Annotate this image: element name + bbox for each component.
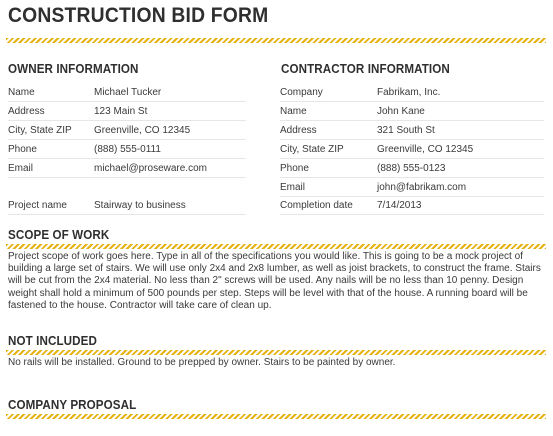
- owner-row-address: [8, 102, 246, 121]
- contractor-row-value[interactable]: Greenville, CO 12345: [377, 144, 474, 155]
- contractor-row-completion-date: [280, 196, 544, 215]
- contractor-row-label: Email: [280, 182, 306, 193]
- owner-row-phone: [8, 140, 246, 159]
- contractor-row-address: [280, 121, 544, 140]
- contractor-row-value[interactable]: Fabrikam, Inc.: [377, 87, 441, 98]
- owner-row-label: Phone: [8, 144, 37, 155]
- contractor-row-label: City, State ZIP: [280, 144, 344, 155]
- owner-row-value[interactable]: Michael Tucker: [94, 87, 162, 98]
- scope-of-work-text[interactable]: Project scope of work goes here. Type in all of the specifications you would like. This is going to be a mock project of building a large set of stairs. We will use only 2x4 and 2x8 lumber, as well as joist brackets, to construct the frame. Stairs will be cut from the 2x4 material. No less than 2" screws will be used. Any nails will be no less than 10 penny. Design weight shall hold a minimum of 500 pounds per step. Steps will be level with that of the house. A running board will be fastened to the house. Contractor will take care of clean up.: [8, 251, 541, 311]
- project-name-label: Project name: [8, 200, 67, 211]
- contractor-row-phone: [280, 159, 544, 178]
- owner-row-value[interactable]: Greenville, CO 12345: [94, 125, 191, 136]
- contractor-row-value[interactable]: 321 South St: [377, 125, 435, 136]
- contractor-row-company: [280, 83, 544, 102]
- contractor-section-heading: CONTRACTOR INFORMATION: [281, 62, 450, 76]
- owner-row-value[interactable]: (888) 555-0111: [94, 144, 161, 155]
- contractor-row-email: [280, 178, 544, 197]
- not-included-text[interactable]: No rails will be installed. Ground to be prepped by owner. Stairs to be painted by owner.: [8, 357, 396, 368]
- title-divider-stripe: [6, 38, 546, 43]
- owner-row-label: Name: [8, 87, 35, 98]
- contractor-row-value[interactable]: (888) 555-0123: [377, 163, 446, 174]
- owner-row-value[interactable]: 123 Main St: [94, 106, 148, 117]
- contractor-row-value[interactable]: john@fabrikam.com: [377, 182, 467, 193]
- contractor-row-label: Company: [280, 87, 323, 98]
- contractor-row-label: Address: [280, 125, 317, 136]
- company-proposal-section-heading: COMPANY PROPOSAL: [8, 398, 137, 412]
- contractor-row-name: [280, 102, 544, 121]
- owner-row-value[interactable]: michael@proseware.com: [94, 163, 207, 174]
- page-title: CONSTRUCTION BID FORM: [8, 4, 269, 27]
- contractor-row-value[interactable]: 7/14/2013: [377, 200, 422, 211]
- contractor-row-label: Phone: [280, 163, 309, 174]
- project-name-value[interactable]: Stairway to business: [94, 200, 186, 211]
- not-included-divider-stripe: [6, 350, 546, 355]
- owner-row-city-state-zip: [8, 121, 246, 140]
- owner-row-project-name: [8, 196, 246, 215]
- contractor-row-city-state-zip: [280, 140, 544, 159]
- contractor-row-value[interactable]: John Kane: [377, 106, 425, 117]
- contractor-row-label: Name: [280, 106, 307, 117]
- owner-row-label: Address: [8, 106, 45, 117]
- owner-row-name: [8, 83, 246, 102]
- owner-row-email: [8, 159, 246, 178]
- owner-row-label: Email: [8, 163, 34, 174]
- contractor-row-label: Completion date: [280, 200, 353, 211]
- company-proposal-divider-stripe: [6, 414, 546, 419]
- owner-section-heading: OWNER INFORMATION: [8, 62, 139, 76]
- scope-divider-stripe: [6, 244, 546, 249]
- owner-row-label: City, State ZIP: [8, 125, 72, 136]
- scope-section-heading: SCOPE OF WORK: [8, 228, 110, 242]
- not-included-section-heading: NOT INCLUDED: [8, 334, 97, 348]
